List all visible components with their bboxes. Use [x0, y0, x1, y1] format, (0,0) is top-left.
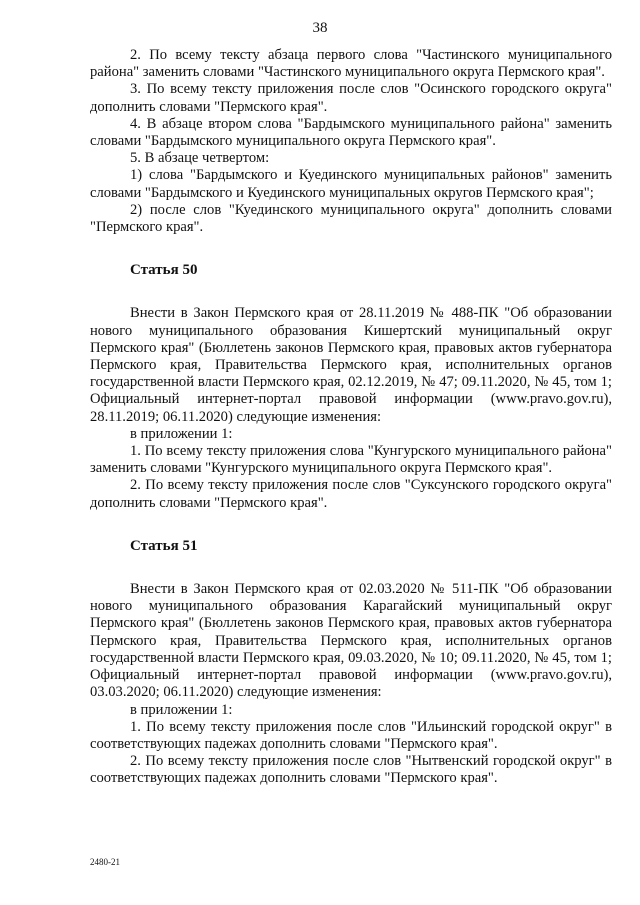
paragraph: Внести в Закон Пермского края от 02.03.2020 № 511-ПК "Об образовании нового муниципального образования Карагайский муниципальный округ Пермского края" (Бюллетень законов Пермского края, правовых актов губернатора Пермского края, Правительства Пермского края, исполнительных органов государственной власти Пермского края, 09.03.2020, № 10; 09.11.2020, № 45, том 1; Официальный интернет-портал правовой информации (www.pravo.gov.ru), 03.03.2020; 06.11.2020) следующие изменения: [90, 581, 612, 701]
document-body [90, 47, 612, 788]
paragraph: 1) слова "Бардымского и Куединского муниципальных районов" заменить словами "Бардымского и Куединского муниципальных округов Пермского края"; [90, 167, 612, 201]
paragraph: 2. По всему тексту приложения после слов "Нытвенский городской округ" в соответствующих падежах дополнить словами "Пермского края". [90, 753, 612, 787]
paragraph: 2) после слов "Куединского муниципального округа" дополнить словами "Пермского края". [90, 201, 612, 236]
paragraph: 2. По всему тексту приложения после слов "Суксунского городского округа" дополнить словами "Пермского края". [90, 477, 612, 511]
paragraph: в приложении 1: [130, 701, 233, 718]
paragraph: 1. По всему тексту приложения слова "Кунгурского муниципального района" заменить словами "Кунгурского муниципального округа Пермского края". [90, 443, 612, 477]
article-heading: Статья 51 [130, 537, 198, 554]
paragraph: 5. В абзаце четвертом: [130, 150, 270, 167]
page-number: 38 [312, 20, 328, 36]
paragraph: в приложении 1: [130, 425, 233, 442]
paragraph: 4. В абзаце втором слова "Бардымского муниципального района" заменить словами "Бардымского муниципального округа Пермского края". [90, 115, 612, 150]
paragraph: 3. По всему тексту приложения после слов "Осинского городского округа" дополнить словами "Пермского края". [90, 81, 612, 115]
document-code: 2480-21 [90, 857, 120, 867]
paragraph: 1. По всему тексту приложения после слов "Ильинский городской округ" в соответствующих падежах дополнить словами "Пермского края". [90, 718, 612, 752]
paragraph: 2. По всему тексту абзаца первого слова "Частинского муниципального района" заменить словами "Частинского муниципального округа Пермского края". [90, 47, 612, 81]
paragraph: Внести в Закон Пермского края от 28.11.2019 № 488-ПК "Об образовании нового муниципального образования Кишертский муниципальный округ Пермского края" (Бюллетень законов Пермского края, правовых актов губернатора Пермского края, Правительства Пермского края, исполнительных органов государственной власти Пермского края, 02.12.2019, № 47; 09.11.2020, № 45, том 1; Официальный интернет-портал правовой информации (www.pravo.gov.ru), 28.11.2019; 06.11.2020) следующие изменения: [90, 305, 612, 425]
article-heading: Статья 50 [130, 262, 198, 279]
